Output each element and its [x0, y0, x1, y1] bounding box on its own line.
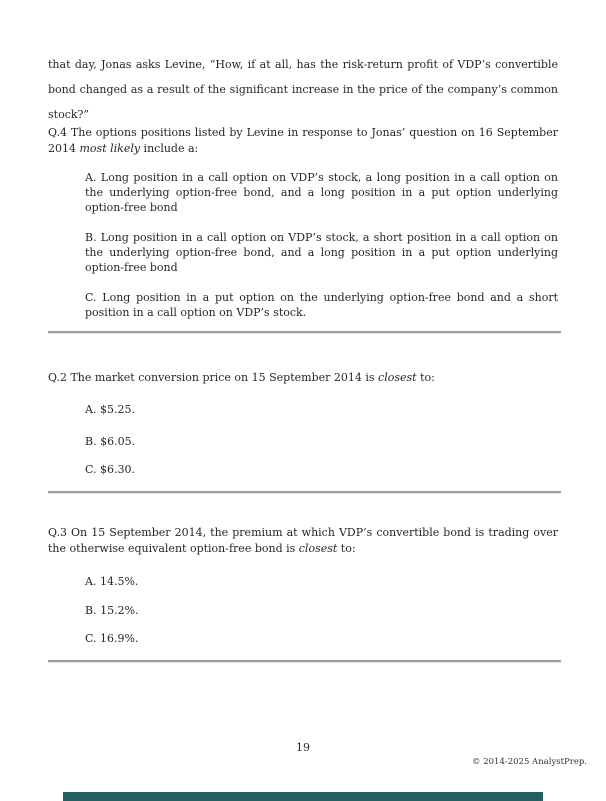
- answer-option-q3-c: [85, 631, 558, 646]
- option-label: A.: [85, 171, 97, 184]
- stem-text: to:: [337, 542, 356, 555]
- option-label: C.: [85, 291, 97, 304]
- option-text: 14.5%.: [99, 575, 139, 588]
- stem-text: to:: [416, 371, 435, 384]
- option-text: $5.25.: [99, 403, 135, 416]
- answer-option-q4-c: [85, 290, 558, 320]
- option-text: Long position in a put option on the underlying option-free bond and a short position in a call option on VDP’s stock.: [85, 291, 559, 319]
- question-stem-q4: [48, 125, 558, 157]
- stem-emphasis: closest: [298, 542, 338, 555]
- intro-paragraph: that day, Jonas asks Levine, “How, if at all, has the risk-return profit of VDP’s convertible bond changed as a result of the significant increase in the price of the company’s common stock?”: [48, 58, 558, 121]
- option-text: $6.05.: [100, 435, 136, 448]
- option-label: C.: [85, 632, 97, 645]
- option-text: 15.2%.: [100, 604, 139, 617]
- stem-text: Q.2 The market conversion price on 15 September 2014 is: [48, 371, 379, 384]
- answer-option-q4-a: [85, 170, 558, 215]
- option-label: B.: [85, 435, 97, 448]
- stem-text: Q.4 The options positions listed by Levine in response to Jonas’ question on 16 September 2014: [48, 126, 558, 155]
- answer-option-q2-c: [85, 462, 558, 477]
- copyright-notice: © 2014-2025 AnalystPrep.: [472, 757, 587, 767]
- stem-emphasis: closest: [378, 371, 417, 384]
- stem-text: include a:: [140, 142, 199, 155]
- section-divider: [48, 331, 561, 334]
- option-label: A.: [85, 403, 97, 416]
- option-label: B.: [85, 604, 97, 617]
- answer-option-q4-b: [85, 230, 558, 275]
- answer-option-q3-a: [85, 574, 558, 589]
- option-text: Long position in a call option on VDP’s stock, a short position in a call option on the underlying option-free bond, and a long position in a put option underlying option-free bond: [85, 231, 558, 274]
- option-label: A.: [85, 575, 97, 588]
- option-label: B.: [85, 231, 97, 244]
- option-text: Long position in a call option on VDP’s stock, a long position in a call option on the underlying option-free bond, and a long position in a put option underlying option-free bond: [85, 171, 559, 214]
- section-divider: [48, 660, 561, 663]
- page-number: 19: [296, 741, 310, 754]
- option-text: 16.9%.: [100, 632, 139, 645]
- answer-option-q2-a: [85, 402, 558, 417]
- option-text: $6.30.: [100, 463, 136, 476]
- option-label: C.: [85, 463, 97, 476]
- stem-emphasis: most likely: [79, 142, 141, 155]
- stem-text: Q.3 On 15 September 2014, the premium at which VDP’s convertible bond is trading over the otherwise equivalent option-free bond is: [48, 526, 558, 555]
- question-stem-q2: [48, 370, 558, 386]
- section-divider: [48, 491, 561, 494]
- footer-accent-bar: [63, 792, 543, 801]
- answer-option-q2-b: [85, 434, 558, 449]
- answer-option-q3-b: [85, 603, 558, 618]
- question-stem-q3: [48, 525, 558, 557]
